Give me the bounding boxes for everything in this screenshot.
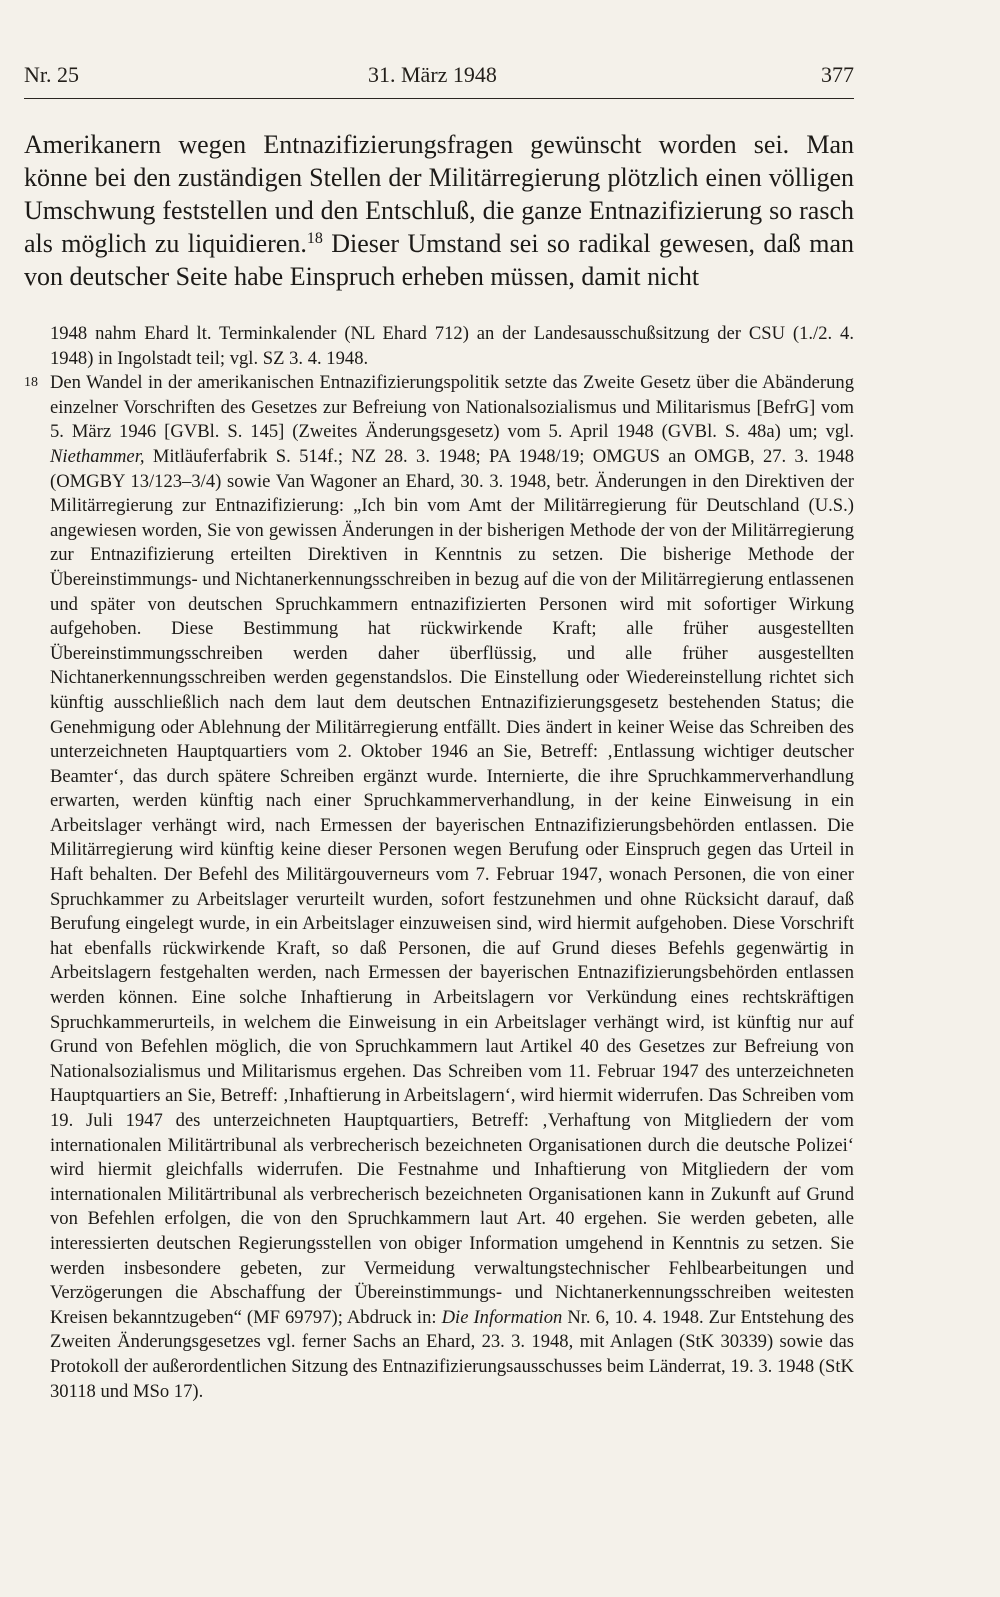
footnotes: [24, 322, 854, 1404]
running-head: [24, 62, 854, 98]
document-number: Nr. 25: [24, 62, 79, 87]
footnote-text-part-2: Mitläuferfabrik S. 514f.; NZ 28. 3. 1948; PA 1948/19; OMGUS an OMGB, 27. 3. 1948 (OMGBY 13/123–3/4) sowie Van Wagoner an Ehard, 30. 3. 1948, betr. Änderungen in den Direktiven der Militärregierung zur Entnazifizierung: „Ich bin vom Amt der Militärregierung für Deutschland (U.S.) angewiesen worden, Sie von gewissen Änderungen in der bisherigen Methode der von der Militärregierung zur Entnazifizierung erteilten Direktiven in Kenntnis zu setzen. Die bisherige Methode der Übereinstimmungs- und Nichtanerkennungsschreiben in bezug auf die von der Militärregierung entlassenen und später von deutschen Spruchkammern entnazifizierten Personen wird mit sofortiger Wirkung aufgehoben. Diese Bestimmung hat rückwirkende Kraft; alle früher ausgestellten Übereinstimmungsschreiben werden daher überflüssig, und alle früher ausgestellten Nichtanerkennungsschreiben werden gegenstandslos. Die Einstellung oder Wiedereinstellung richtet sich künftig ausschließlich nach dem laut dem deutschen Entnazifizierungsgesetz bestehenden Status; die Genehmigung oder Ablehnung der Militärregierung entfällt. Dies ändert in keiner Weise das Schreiben des unterzeichneten Hauptquartiers vom 2. Oktober 1946 an Sie, Betreff: ‚Entlassung wichtiger deutscher Beamter‘, das durch spätere Schreiben ergänzt wurde. Internierte, die ihre Spruchkammerverhandlung erwarten, werden künftig nach einer Spruchkammerverhandlung, in der keine Einweisung in ein Arbeitslager verhängt wird, nach Ermessen der bayerischen Entnazifizierungsbehörden entlassen. Die Militärregierung wird künftig keine dieser Personen wegen Berufung oder Einspruch gegen das Urteil in Haft behalten. Der Befehl des Militärgouverneurs vom 7. Februar 1947, wonach Personen, die von einer Spruchkammer zu Arbeitslager verurteilt wurden, sofort festzunehmen und ohne Rücksicht darauf, daß Berufung eingelegt wurde, in ein Arbeitslager einzuweisen sind, wird hiermit aufgehoben. Diese Vorschrift hat ebenfalls rückwirkende Kraft, so daß Personen, die auf Grund dieses Befehls gegenwärtig in Arbeitslagern festgehalten werden, nach Ermessen der bayerischen Entnazifizierungsbehörden entlassen werden können. Eine solche Inhaftierung in Arbeitslagern vor Verkündung eines rechtskräftigen Spruchkammerurteils, in welchem die Einweisung in ein Arbeitslager verhängt wird, ist künftig nur auf Grund von Befehlen möglich, die von Spruchkammern laut Artikel 40 des Gesetzes zur Befreiung von Nationalsozialismus und Militarismus ergehen. Das Schreiben vom 11. Februar 1947 des unterzeichneten Hauptquartiers an Sie, Betreff: ‚Inhaftierung in Arbeitslagern‘, wird hiermit widerrufen. Das Schreiben vom 19. Juli 1947 des unterzeichneten Hauptquartiers, Betreff: ‚Verhaftung von Mitgliedern der vom internationalen Militärtribunal als verbrecherisch bezeichneten Organisationen durch die deutsche Polizei‘ wird hiermit gleichfalls widerrufen. Die Festnahme und Inhaftierung von Mitgliedern der vom internationalen Militärtribunal als verbrecherisch bezeichneten Organisationen kann in Zukunft auf Grund von Befehlen erfolgen, die von den Spruchkammern laut Art. 40 ergehen. Sie werden gebeten, alle interessierten deutschen Regierungsstellen von obiger Information umgehend in Kenntnis zu setzen. Sie werden insbesondere gebeten, zur Vermeidung verwaltungstechnischer Fehlbearbeitungen und Verzögerungen die Abschaffung der Übereinstimmungs- und Nichtanerkennungsschreiben weitesten Kreisen bekanntzugeben“ (MF 69797); Abdruck in:: [50, 445, 854, 1328]
page-number: 377: [821, 62, 854, 87]
footnote-18: [24, 371, 854, 1404]
footnote-text-part-3: Nr. 6, 10. 4. 1948. Zur Entstehung des Zweiten Änderungsgesetzes vgl. ferner Sachs an Ehard, 23. 3. 1948, mit Anlagen (StK 30339) sowie das Protokoll der außerordentlichen Sitzung des Entnazifizierungsausschusses beim Länderrat, 19. 3. 1948 (StK 30118 und MSo 17).: [50, 1306, 854, 1402]
footnote-italic-author: Niethammer,: [50, 445, 145, 467]
body-text-part-2: Dieser Umstand sei so radikal gewesen, daß man von deutscher Seite habe Einspruch erheben müssen, damit nicht: [24, 229, 854, 291]
document-date: 31. März 1948: [368, 62, 497, 87]
footnote-number: 18: [24, 375, 38, 391]
footnote-text-part-1: Den Wandel in der amerikanischen Entnazifizierungspolitik setzte das Zweite Gesetz über die Abänderung einzelner Vorschriften des Gesetzes zur Befreiung von Nationalsozialismus und Militarismus [BefrG] vom 5. März 1946 [GVBl. S. 145] (Zweites Änderungsgesetz) vom 5. April 1948 (GVBl. S. 48a) um; vgl.: [50, 372, 854, 443]
header-rule: [24, 98, 854, 99]
body-text-part-1: Amerikanern wegen Entnazifizierungsfragen gewünscht worden sei. Man könne bei den zuständigen Stellen der Militärregierung plötzlich einen völligen Umschwung feststellen und den Entschluß, die ganze Entnazifizierung so rasch als möglich zu liquidieren.: [24, 130, 854, 258]
footnote-continuation: 1948 nahm Ehard lt. Terminkalender (NL Ehard 712) an der Landesausschußsitzung der CSU (1./2. 4. 1948) in Ingolstadt teil; vgl. SZ 3. 4. 1948.: [50, 323, 854, 369]
footnote-italic-title: Die Information: [441, 1306, 563, 1328]
body-text: [24, 128, 854, 293]
footnote-reference-18[interactable]: 18: [306, 230, 323, 247]
body-paragraph: [24, 128, 854, 293]
